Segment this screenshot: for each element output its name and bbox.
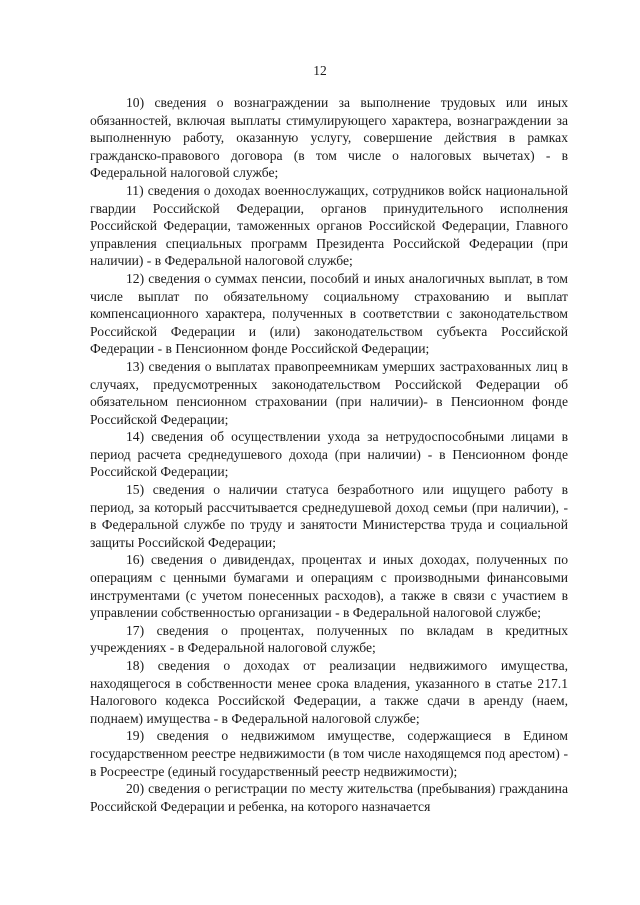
paragraph-item-16: 16) сведения о дивидендах, процентах и иных доходах, полученных по операциям с ценными бумагами и операциям с производными финансовыми инструментами (с учетом понесенных расходов), а также в связи с участием в управлении собственностью организации - в Федеральной налоговой службе;	[90, 552, 568, 621]
paragraph-item-12: 12) сведения о суммах пенсии, пособий и иных аналогичных выплат, в том числе выплат по обязательному социальному страхованию и выплат компенсационного характера, полученных в соответствии с законодательством Российской Федерации и (или) законодательством субъекта Российской Федерации - в Пенсионном фонде Российской Федерации;	[90, 270, 568, 357]
paragraph-item-10: 10) сведения о вознаграждении за выполнение трудовых или иных обязанностей, включая выплаты стимулирующего характера, вознаграждении за выполненную работу, оказанную услугу, совершение действия в рамках гражданско-правового договора (в том числе о налоговых вычетах) - в Федеральной налоговой службе;	[90, 95, 568, 181]
paragraph-item-20: 20) сведения о регистрации по месту жительства (пребывания) гражданина Российской Федерации и ребенка, на которого назначается	[90, 781, 568, 814]
paragraph-item-19: 19) сведения о недвижимом имуществе, содержащиеся в Едином государственном реестре недвижимости (в том числе находящемся под арестом) - в Росреестре (единый государственный реестр недвижимости);	[90, 728, 568, 779]
page-number: 12	[313, 63, 327, 78]
paragraph-item-18: 18) сведения о доходах от реализации недвижимого имущества, находящегося в собственности менее срока владения, указанного в статье 217.1 Налогового кодекса Российской Федерации, а также сдачи в аренду (наем, поднаем) имущества - в Федеральной налоговой службе;	[90, 658, 568, 726]
paragraph-item-11: 11) сведения о доходах военнослужащих, сотрудников войск национальной гвардии Российской Федерации, органов принудительного исполнения Российской Федерации, таможенных органов Российской Федерации, Главного управления специальных программ Президента Российской Федерации (при наличии) - в Федеральной налоговой службе;	[90, 182, 568, 269]
paragraph-item-17: 17) сведения о процентах, полученных по вкладам в кредитных учреждениях - в Федеральной налоговой службе;	[90, 622, 568, 656]
paragraph-item-13: 13) сведения о выплатах правопреемникам умерших застрахованных лиц в случаях, предусмотренных законодательством Российской Федерации об обязательном пенсионном страховании (при наличии)- в Пенсионном фонде Российской Федерации;	[90, 358, 568, 427]
paragraph-item-14: 14) сведения об осуществлении ухода за нетрудоспособными лицами в период расчета среднедушевого дохода (при наличии) - в Пенсионном фонде Российской Федерации;	[90, 429, 568, 480]
document-body	[90, 94, 568, 815]
paragraph-item-15: 15) сведения о наличии статуса безработного или ищущего работу в период, за который рассчитывается среднедушевой доход семьи (при наличии), - в Федеральной службе по труду и занятости Министерства труда и социальной защиты Российской Федерации;	[90, 482, 568, 550]
